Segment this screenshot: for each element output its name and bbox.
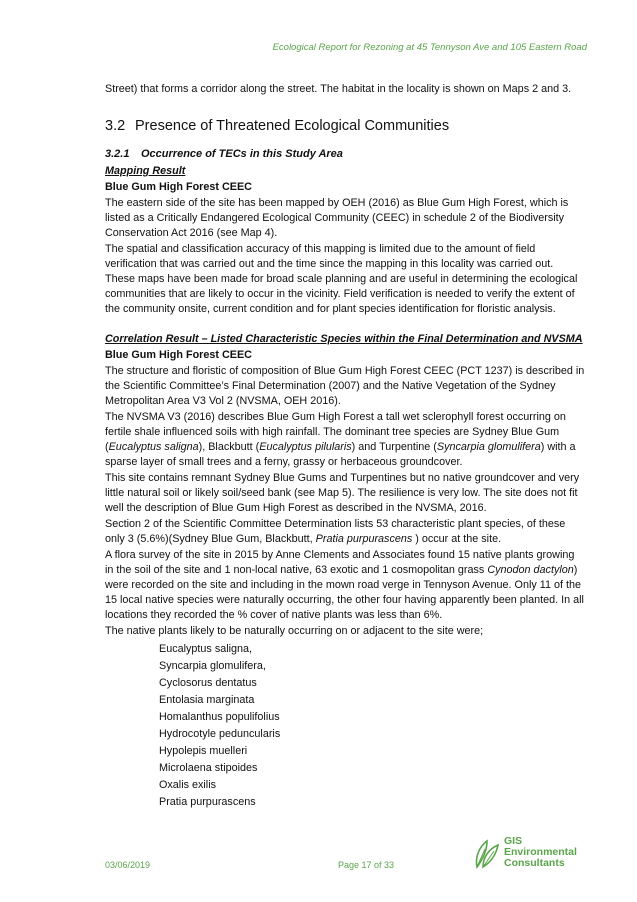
correlation-heading: Correlation Result – Listed Characteristic Species within the Final Determination and NVSMA xyxy=(105,333,583,345)
list-item: Pratia purpurascens xyxy=(159,796,256,808)
footer-page-number: Page 17 of 33 xyxy=(338,860,395,870)
mapping-paragraph-1: The eastern side of the site has been mapped by OEH (2016) as Blue Gum High Forest, which is listed as a Critically Endangered Ecological Community (CEEC) in schedule 2 of the Biodiversity Conservation Act 2016 (see Map 4). xyxy=(105,197,569,239)
running-header: Ecological Report for Rezoning at 45 Tennyson Ave and 105 Eastern Road xyxy=(272,42,587,53)
mapping-heading: Mapping Result xyxy=(105,165,186,177)
leaf-logo-icon xyxy=(471,837,501,869)
correlation-paragraph-3: This site contains remnant Sydney Blue Gums and Turpentines but no native groundcover and very little natural soil or likely soil/seed bank (see Map 5). The resilience is very low. The site does not fit well the description of Blue Gum High Forest as described in the NVSMA, 2016. xyxy=(105,472,580,514)
correlation-paragraph-5: A flora survey of the site in 2015 by Anne Clements and Associates found 15 native plants growing in the soil of the site and 1 non-local native, 63 exotic and 1 cosmopolitan grass Cynodon dactylon) were recorded on the site and including in the mown road verge in Tennyson Avenue. Only 11 of the 15 local native species were naturally occurring, the other four having apparently been planted. In all locations they recorded the % cover of native plants was less than 6%. xyxy=(105,549,584,621)
list-item: Oxalis exilis xyxy=(159,779,216,791)
subsection-title: Occurrence of TECs in this Study Area xyxy=(141,148,343,160)
list-item: Entolasia marginata xyxy=(159,694,255,706)
mapping-paragraph-2: The spatial and classification accuracy of this mapping is limited due to the amount of field verification that was carried out and the time since the mapping in this locality was carried out. These maps have been made for broad scale planning and are useful in determining the ecological communities that are likely to occur in the vicinity. Field verification is needed to verify the extent of the community onsite, current condition and for plant species identification for floristic analysis. xyxy=(105,243,578,315)
correlation-paragraph-1: The structure and floristic of composition of Blue Gum High Forest CEEC (PCT 1237) is described in the Scientific Committee’s Final Determination (2007) and the Native Vegetation of the Sydney Metropolitan Area V3 Vol 2 (NVSMA, OEH 2016). xyxy=(105,365,585,407)
list-item: Microlaena stipoides xyxy=(159,762,258,774)
company-logo xyxy=(471,836,577,869)
logo-text: GIS Environmental Consultants xyxy=(504,835,577,869)
footer-date: 03/06/2019 xyxy=(105,860,151,870)
correlation-subheading: Blue Gum High Forest CEEC xyxy=(105,349,252,361)
list-item: Homalanthus populifolius xyxy=(159,711,280,723)
section-title: Presence of Threatened Ecological Communities xyxy=(135,118,450,134)
subsection-heading xyxy=(105,147,585,162)
section-number: 3.2 xyxy=(105,118,126,134)
list-item: Hydrocotyle peduncularis xyxy=(159,728,281,740)
list-item: Cyclosorus dentatus xyxy=(159,677,257,689)
section-heading xyxy=(105,119,585,134)
correlation-paragraph-4: Section 2 of the Scientific Committee Determination lists 53 characteristic plant species, of these only 3 (5.6%)(Sydney Blue Gum, Blackbutt, Pratia purpurascens ) occur at the site. xyxy=(105,518,566,545)
page-content xyxy=(105,82,585,811)
correlation-paragraph-2: The NVSMA V3 (2016) describes Blue Gum High Forest a tall wet sclerophyll forest occurring on fertile shale influenced soils with high rainfall. The dominant tree species are Sydney Blue Gum (Eucalyptus saligna), Blackbutt (Eucalyptus pilularis) and Turpentine (Syncarpia glomulifera) with a sparse layer of small trees and a ferny, grassy or herbaceous groundcover. xyxy=(105,411,576,468)
subsection-number: 3.2.1 xyxy=(105,148,130,160)
correlation-paragraph-6: The native plants likely to be naturally occurring on or adjacent to the site were; xyxy=(105,625,484,637)
mapping-subheading: Blue Gum High Forest CEEC xyxy=(105,181,252,193)
list-item: Eucalyptus saligna, xyxy=(159,643,253,655)
intro-paragraph: Street) that forms a corridor along the street. The habitat in the locality is shown on Maps 2 and 3. xyxy=(105,83,572,95)
species-list xyxy=(159,641,585,811)
list-item: Hypolepis muelleri xyxy=(159,745,248,757)
list-item: Syncarpia glomulifera, xyxy=(159,660,266,672)
